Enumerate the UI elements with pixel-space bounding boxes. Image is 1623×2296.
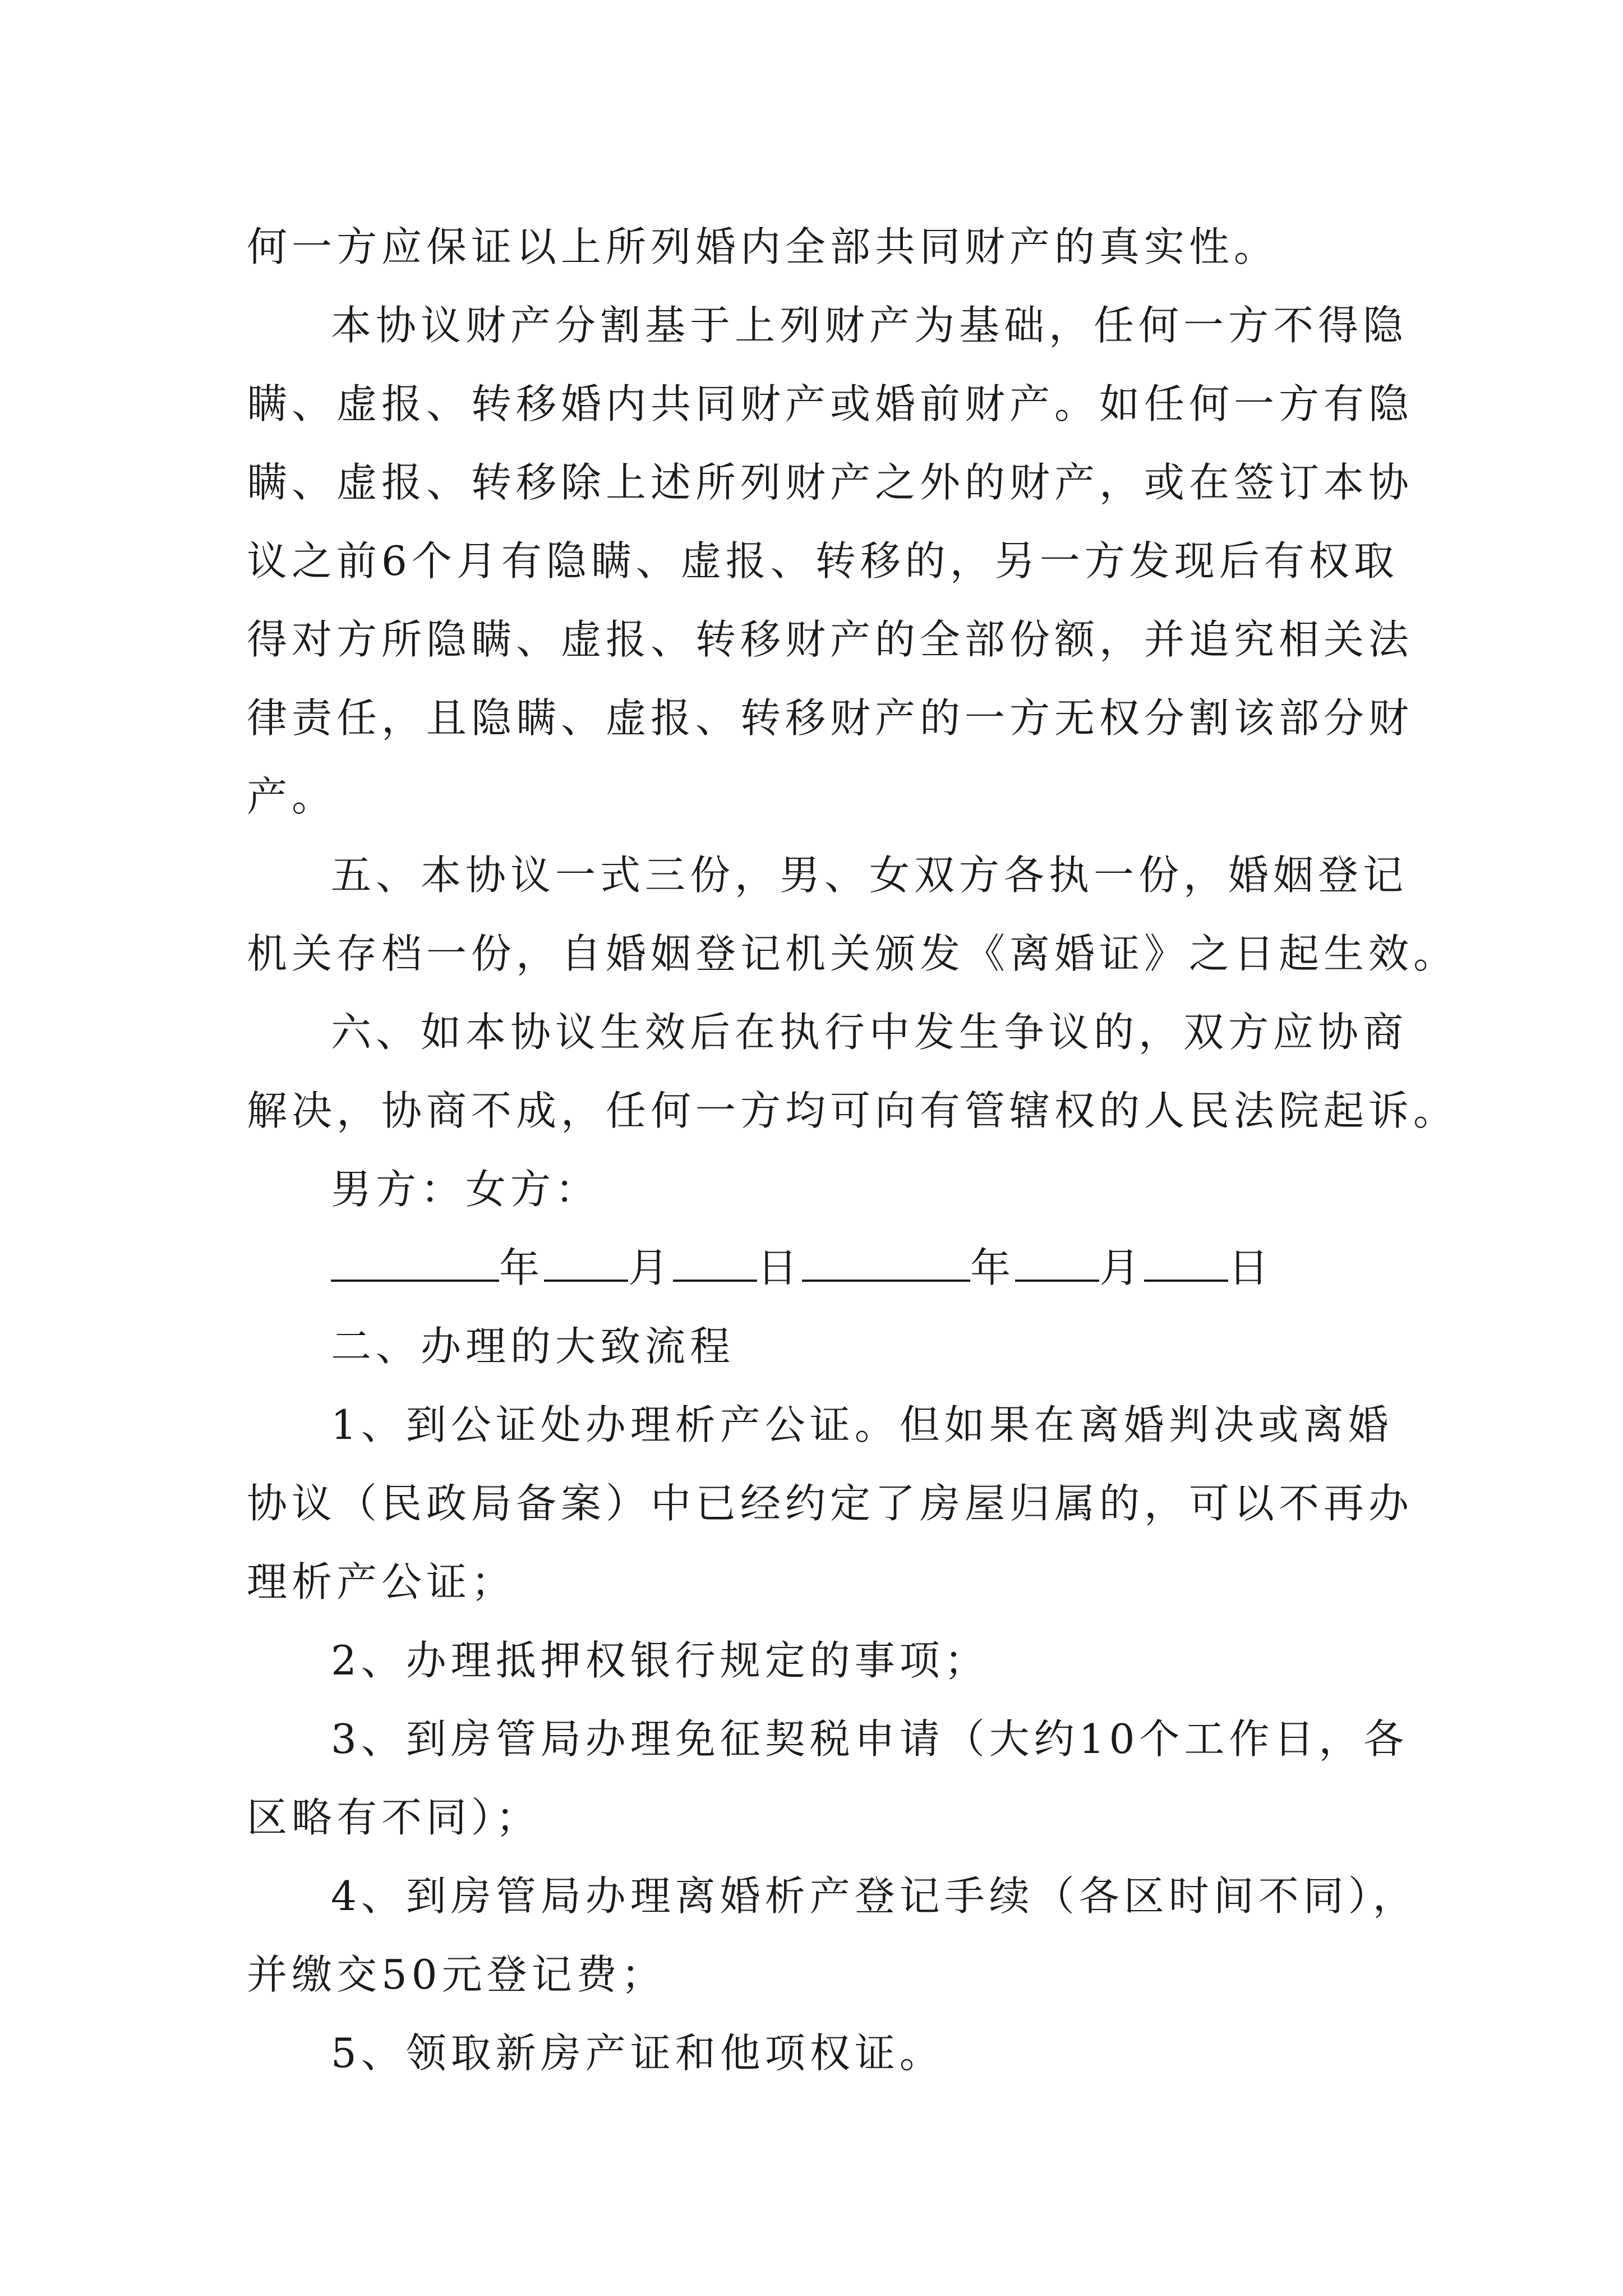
blank-underline bbox=[802, 1239, 970, 1282]
date-day: 日 bbox=[1228, 1244, 1274, 1291]
paragraph-line: 五、本协议一式三份，男、女双方各执一份，婚姻登记 bbox=[331, 852, 1408, 899]
paragraph-line: 瞒、虚报、转移婚内共同财产或婚前财产。如任何一方有隐 bbox=[247, 380, 1414, 427]
blank-underline bbox=[544, 1239, 628, 1282]
date-month: 月 bbox=[1099, 1244, 1145, 1291]
blank-underline bbox=[331, 1239, 499, 1282]
paragraph-line: 律责任，且隐瞒、虚报、转移财产的一方无权分割该部分财 bbox=[247, 694, 1414, 742]
signature-labels: 男方：女方： bbox=[331, 1166, 601, 1213]
blank-underline bbox=[1015, 1239, 1099, 1282]
signature-date-line bbox=[247, 1228, 1391, 1307]
paragraph-line: 解决，协商不成，任何一方均可向有管辖权的人民法院起诉。 bbox=[247, 1087, 1459, 1134]
paragraph-line: 5、领取新房产证和他项权证。 bbox=[331, 2030, 944, 2077]
paragraph-line: 议之前6个月有隐瞒、虚报、转移的，另一方发现后有权取 bbox=[247, 537, 1399, 585]
date-month: 月 bbox=[628, 1244, 674, 1291]
paragraph-line: 理析产公证； bbox=[247, 1558, 517, 1605]
section-heading: 二、办理的大致流程 bbox=[331, 1323, 735, 1370]
date-year: 年 bbox=[499, 1244, 545, 1291]
blank-underline bbox=[1144, 1239, 1228, 1282]
document-body bbox=[247, 208, 1459, 2092]
paragraph-line: 机关存档一份，自婚姻登记机关颁发《离婚证》之日起生效。 bbox=[247, 930, 1459, 977]
paragraph-line: 瞒、虚报、转移除上述所列财产之外的财产，或在签订本协 bbox=[247, 459, 1414, 506]
date-year: 年 bbox=[970, 1244, 1016, 1291]
paragraph-line: 得对方所隐瞒、虚报、转移财产的全部份额，并追究相关法 bbox=[247, 616, 1414, 663]
paragraph-line: 本协议财产分割基于上列财产为基础，任何一方不得隐 bbox=[331, 302, 1408, 349]
date-day: 日 bbox=[757, 1244, 803, 1291]
paragraph-line: 3、到房管局办理免征契税申请（大约10个工作日，各 bbox=[331, 1715, 1409, 1763]
blank-underline bbox=[673, 1239, 757, 1282]
paragraph-line: 区略有不同）； bbox=[247, 1794, 541, 1841]
paragraph-line: 4、到房管局办理离婚析产登记手续（各区时间不同）， bbox=[331, 1872, 1418, 1920]
paragraph-line: 2、办理抵押权银行规定的事项； bbox=[331, 1637, 989, 1684]
paragraph-line: 六、如本协议生效后在执行中发生争议的，双方应协商 bbox=[331, 1009, 1408, 1056]
paragraph-line: 产。 bbox=[247, 773, 337, 820]
paragraph-line: 何一方应保证以上所列婚内全部共同财产的真实性。 bbox=[247, 223, 1279, 270]
paragraph-line: 1、到公证处办理析产公证。但如果在离婚判决或离婚 bbox=[331, 1401, 1393, 1448]
paragraph-line: 并缴交50元登记费； bbox=[247, 1951, 666, 1998]
paragraph-line: 协议（民政局备案）中已经约定了房屋归属的，可以不再办 bbox=[247, 1480, 1414, 1527]
